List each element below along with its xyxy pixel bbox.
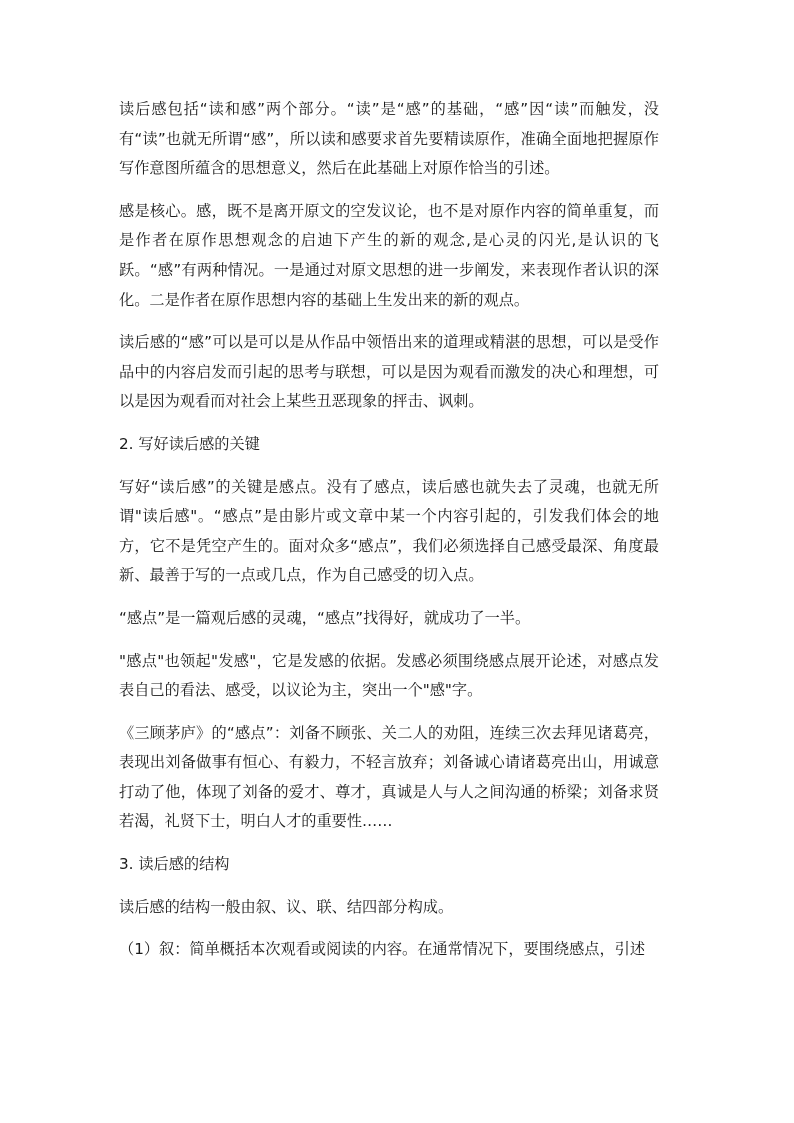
paragraph-feeling-types: 读后感的“感”可以是可以是从作品中领悟出来的道理或精湛的思想，可以是受作品中的内容启发而引起的思考与联想，可以是因为观看而激发的决心和理想，可以是因为观看而对社会上某些丑恶现象的抨击、讽刺。 <box>119 333 659 411</box>
document-body <box>119 95 659 978</box>
paragraph-structure-narrate: （1）叙：简单概括本次观看或阅读的内容。在通常情况下，要围绕感点，引述 <box>119 940 646 959</box>
paragraph-example: 《三顾茅庐》的“感点”：刘备不顾张、关二人的劝阻，连续三次去拜见诸葛亮，表现出刘备做事有恒心、有毅力，不轻言放弃；刘备诚心请诸葛亮出山，用诚意打动了他，体现了刘备的爱才、尊才，真诚是人与人之间沟通的桥梁；刘备求贤若渴，礼贤下士，明白人才的重要性…… <box>119 723 659 831</box>
paragraph-feeling-core: 感是核心。感，既不是离开原文的空发议论，也不是对原作内容的简单重复，而是作者在原作思想观念的启迪下产生的新的观念,是心灵的闪光,是认识的飞跃。“感”有两种情况。一是通过对原文思想的进一步阐发，来表现作者认识的深化。二是作者在原作思想内容的基础上生发出来的新的观点。 <box>119 201 659 309</box>
section-heading-structure: 3. 读后感的结构 <box>119 855 230 874</box>
section-heading-key: 2. 写好读后感的关键 <box>119 434 260 453</box>
paragraph-structure-intro: 读后感的结构一般由叙、议、联、结四部分构成。 <box>119 897 454 916</box>
paragraph-read-and-feel: 读后感包括“读和感”两个部分。“读”是“感”的基础，“感”因“读”而触发，没有“读”也就无所谓“感”，所以读和感要求首先要精读原作，准确全面地把握原作写作意图所蕴含的思想意义，然后在此基础上对原作恰当的引述。 <box>119 100 659 178</box>
paragraph-feeling-point: 写好“读后感”的关键是感点。没有了感点，读后感也就失去了灵魂，也就无所谓"读后感"。“感点”是由影片或文章中某一个内容引起的，引发我们体会的地方，它不是凭空产生的。面对众多“感点”，我们必须选择自己感受最深、角度最新、最善于写的一点或几点，作为自己感受的切入点。 <box>119 477 659 585</box>
paragraph-feeling-basis: "感点"也领起"发感"，它是发感的依据。发感必须围绕感点展开论述，对感点发表自己的看法、感受，以议论为主，突出一个"感"字。 <box>119 651 659 700</box>
paragraph-feeling-point-soul: “感点”是一篇观后感的灵魂，“感点”找得好，就成功了一半。 <box>119 608 531 627</box>
